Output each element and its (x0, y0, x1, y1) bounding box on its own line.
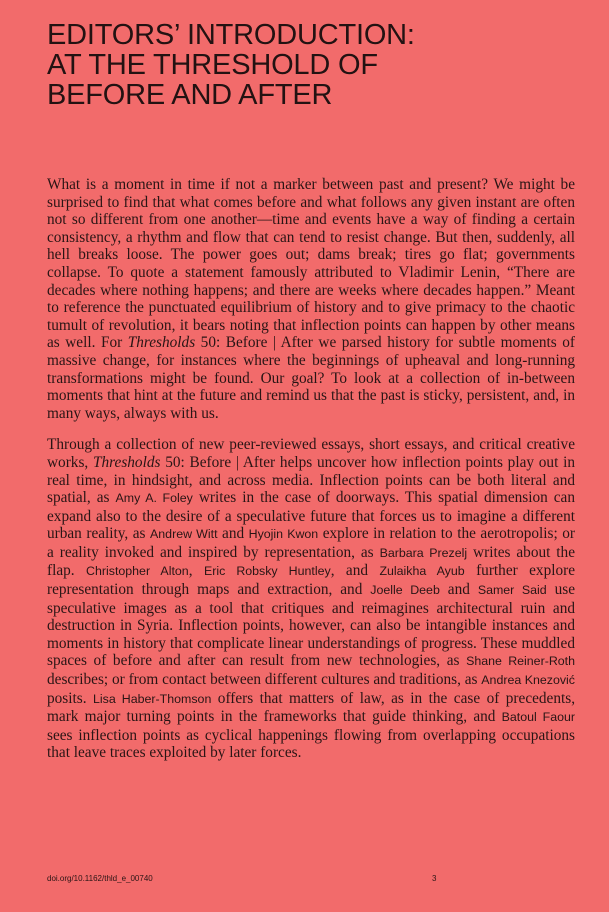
author-name: Joelle Deeb (370, 583, 440, 598)
journal-title: Thresholds (92, 453, 161, 471)
author-name: Lisa Haber-Thomson (93, 691, 212, 706)
author-name: Barbara Prezelj (379, 545, 468, 560)
page-title (47, 20, 567, 110)
text-run: 50: Before | After we parsed history for subtle moments of massive change, for instances where the beginnings of upheaval and long-running transformations might be found. Our goal? To look at a collection of in-between moments that hint at the future and remind us that the past is sticky, persistent, and, in many ways, always with us. (47, 334, 575, 422)
author-name: Hyojin Kwon (248, 527, 319, 542)
text-run: posits. (47, 689, 93, 707)
author-name: Samer Said (477, 583, 547, 598)
text-run: 50: Before | After helps uncover how inflection points play out in real time, in hindsight, and across media. Inflection points can be both literal and spatial, as (47, 453, 575, 507)
author-name: Andrea Knezović (481, 673, 575, 688)
author-name: Batoul Faour (501, 710, 576, 725)
paragraph-2 (47, 436, 575, 762)
text-run: explore in relation to the aerotropolis; or a reality invoked and inspired by representation, as (47, 525, 575, 561)
text-run: writes about the flap. (47, 543, 575, 580)
paragraph-1 (47, 176, 575, 422)
title-line-2: AT THE THRESHOLD OF (47, 49, 378, 81)
text-run: , and (330, 562, 380, 580)
author-name: Andrew Witt (150, 527, 218, 542)
text-run: Through a collection of new peer-reviewed essays, short essays, and critical creative works, (47, 436, 575, 471)
author-name: Zulaikha Ayub (379, 564, 465, 579)
author-name: Shane Reiner-Roth (466, 654, 575, 669)
article-body (47, 176, 575, 776)
text-run: use speculative images as a tool that critiques and reimagines architectural ruin and destruction in Syria. Inflection points, however, can also be intangible instances and moments in history that complicate linear understandings of progress. These muddled spaces of before and after can result from new technologies, as (47, 581, 575, 670)
title-line-3: BEFORE AND AFTER (47, 79, 333, 111)
author-name: Amy A. Foley (115, 491, 193, 506)
page-number: 3 (432, 874, 437, 883)
text-run: further explore representation through maps and extraction, and (47, 562, 576, 599)
journal-title: Thresholds (127, 334, 196, 352)
text-run: and (217, 525, 249, 543)
text-run: writes in the case of doorways. This spatial dimension can expand also to the desire of a speculative future that forces us to imagine a different urban reality, as (47, 489, 575, 543)
text-run: and (439, 581, 478, 599)
title-line-1: EDITORS’ INTRODUCTION: (47, 19, 415, 51)
doi-link[interactable]: doi.org/10.1162/thld_e_00740 (47, 874, 153, 883)
text-run: , (188, 562, 204, 580)
author-name: Eric Robsky Huntley (203, 564, 331, 579)
text-run: offers that matters of law, as in the case of precedents, mark major turning points in the frameworks that guide thinking, and (47, 689, 576, 726)
author-name: Christopher Alton (86, 564, 189, 579)
text-run: describes; or from contact between different cultures and traditions, as (47, 671, 482, 689)
text-run: sees inflection points as cyclical happenings flowing from overlapping occupations that leave traces exploited by later forces. (47, 726, 575, 762)
text-run: What is a moment in time if not a marker between past and present? We might be surprised to find that what comes before and what follows any given instant are often not so different from one another—time and events have a way of finding a certain consistency, a rhythm and flow that can tend to resist change. But then, suddenly, all hell breaks loose. The power goes out; dams break; tires go flat; governments collapse. To quote a statement famously attributed to Vladimir Lenin, “There are decades where nothing happens; and there are weeks where decades happen.” Meant to reference the punctuated equilibrium of history and to give primacy to the chaotic tumult of revolution, it bears noting that inflection points can happen by other means as well. For (47, 176, 575, 352)
